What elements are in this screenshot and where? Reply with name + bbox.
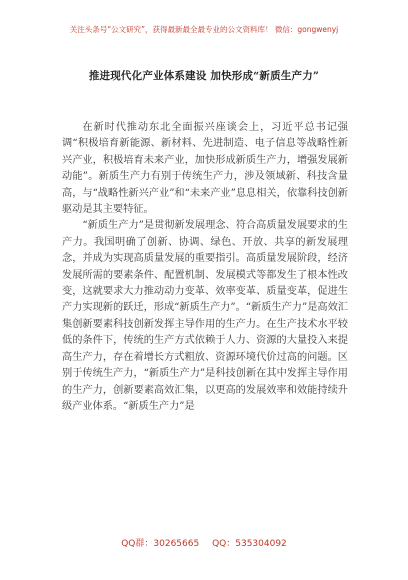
- footer-contact: [0, 536, 408, 549]
- body-paragraph-1: 在新时代推动东北全面振兴座谈会上，习近平总书记强调“积极培育新能源、新材料、先进制造、电子信息等战略性新兴产业，积极培育未来产业，加快形成新质生产力，增强发展新动能”。新质生产力有别于传统生产力，涉及领域新、科技含量高，与“战略性新兴产业”和“未来产业”息息相关，依靠科技创新驱动是其主要特征。: [62, 122, 348, 216]
- document-title: 推进现代化产业体系建设 加快形成“新质生产力”: [88, 70, 320, 82]
- body-paragraph-2: “新质生产力”是贯彻新发展理念、符合高质量发展要求的生产力。我国明确了创新、协调、绿色、开放、共享的新发展理念，并成为实现高质量发展的重要指引。高质量发展阶段，经济发展所需的要素条件、配置机制、发展模式等都发生了根本性改变，这就要求大力推动动力变革、效率变革、质量变革，促进生产力实现新的跃迁，形成“新质生产力”。“新质生产力”是高效汇集创新要素科技创新发挥主导作用的生产力。在生产技术水平较低的条件下，传统的生产方式依赖于人力、资源的大量投入来提高生产力，存在着增长方式粗放、资源环境代价过高的问题。区别于传统生产力，“新质生产力”是科技创新在其中发挥主导作用的生产力，创新要素高效汇集，以更高的发展效率和效能持续升级产业体系。“新质生产力”是: [62, 220, 348, 412]
- header-promo-note: 关注头条号“公文研究”，获得最新最全最专业的公文资料库！ 微信：gongwenyj: [69, 25, 339, 34]
- footer-qq: QQ：535304092: [212, 539, 287, 549]
- footer-qq-group: QQ群：30265665: [121, 539, 200, 549]
- document-body: [62, 120, 348, 415]
